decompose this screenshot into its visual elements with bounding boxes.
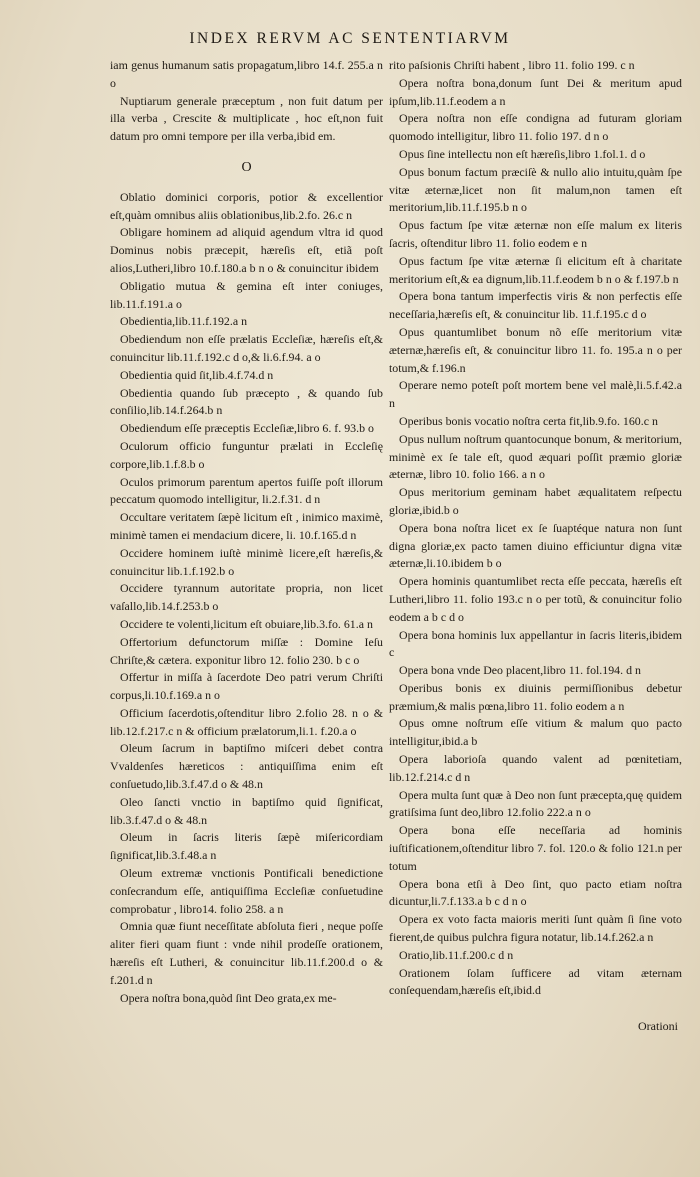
index-entry: Oleum ſacrum in baptiſmo miſceri debet contra Vvaldenſes hæreticos : antiquiſſima enim eſt conſuetudo,lib.3.f.47.d o & 48.n (110, 741, 383, 792)
index-entry: Obediendum eſſe præceptis Eccleſiæ,libro 6. f. 93.b o (120, 421, 374, 436)
index-entry: Operare nemo poteſt poſt mortem bene vel malè,li.5.f.42.a n (389, 378, 682, 411)
index-entry: Opera ex voto facta maioris meriti ſunt quàm ſi ſine voto fierent,de quibus pulchra figura notatur, lib.14.f.262.a n (389, 912, 682, 945)
catchword: Orationi (638, 1019, 678, 1033)
index-entry: Operibus bonis ex diuinis permiſſionibus debetur præmium,& malis pœna,libro 11. folio eodem a n (389, 680, 682, 713)
index-entry: Opus omne noſtrum eſſe vitium & malum quo pacto intelligitur,ibid.a b (389, 716, 682, 749)
index-entry: Oculorum officio funguntur prælati in Eccleſię corpore,lib.1.f.8.b o (110, 438, 383, 471)
index-entry: Oleum in ſacris literis ſæpè miſericordiam ſignificat,lib.3.f.48.a n (110, 830, 383, 863)
index-entry: Opus factum ſpe vitæ æternæ non eſſe malum ex literis ſacris, oſtenditur libro 11. folio eodem e n (389, 218, 682, 250)
index-entry: Opera multa ſunt quæ à Deo non ſunt præcepta,quę quidem gratiſsima ſunt deo,libro 12.folio 222.a n o (389, 787, 682, 820)
index-entry: Obligare hominem ad aliquid agendum vltra id quod Dominus nobis præcepit, hæreſis eſt, etiã poſt alios,Lutheri,libro 10.f.180.a b n o & conuincitur ibidem (110, 225, 383, 275)
index-entry: Offertur in miſſa à ſacerdote Deo patri verum Chriſti corpus,li.10.f.169.a n o (110, 670, 383, 703)
index-entry: Nuptiarum generale præceptum , non fuit datum per illa verba , Crescite & multiplicate , hoc eſt,non fuit datum pro omni tempore per illa verba,ibid em. (110, 93, 383, 144)
index-entry: Occidere te volenti,licitum eſt obuiare,lib.3.fo. 61.a n (120, 616, 373, 631)
index-entry: Opera bona hominis lux appellantur in ſacris literis,ibidem c (389, 627, 682, 660)
index-entry: Opera bona eſſe neceſſaria ad hominis iuſtificationem,oſtenditur libro 7. fol. 120.o & folio 121.n per totum (389, 823, 682, 873)
index-entry: Obedientia quid ſit,lib.4.f.74.d n (120, 367, 274, 382)
index-entry: Opus quantumlibet bonum nõ eſſe meritorium vitæ æternæ,hæreſis eſt, & conuincitur libro 11. fo. 195.a n o per totum,& f.196.n (389, 324, 682, 375)
index-entry: iam genus humanum satis propagatum,libro 14.f. 255.a n o (110, 58, 383, 90)
index-entry: Oleo ſancti vnctio in baptiſmo quid ſignificat, lib.3.f.47.d o & 48.n (110, 794, 383, 827)
section-letter-o: O (241, 159, 252, 175)
index-entry-continuation: rito paſsionis Chriſti habent , libro 11. folio 199. c n (389, 58, 635, 72)
index-entry: Opus factum ſpe vitæ æternæ ſi elicitum eſt à charitate meritorium eſt,& ea dignum,lib.11.f.eodem b n o & f.197.b n (389, 253, 682, 286)
index-entry: Occultare veritatem ſæpè licitum eſt , inimico maximè, minimè tamen ei mendacium dicere, li. 10.f.165.d n (110, 510, 383, 542)
index-entry: Oblatio dominici corporis, potior & excellentior eſt,quàm omnibus aliis oblationibus,lib.2.fo. 26.c n (110, 189, 383, 222)
right-column (389, 57, 682, 1000)
index-entry: Opera bona noſtra licet ex ſe ſuaptéque natura non ſunt digna gloriæ,ex pacto tamen diuino efficiuntur digna vitæ æternæ,li.10.ibidem b o (389, 520, 682, 571)
left-column (110, 57, 383, 1007)
index-entry: Oratio,lib.11.f.200.c d n (399, 947, 514, 962)
index-entry: Opus meritorium geminam habet æqualitatem reſpectu gloriæ,ibid.b o (389, 485, 682, 517)
index-entry: Opera hominis quantumlibet recta eſſe peccata, hæreſis eſt Lutheri,libro 11. folio 193.c n o per totũ, & conuincitur folio eodem a b c d o (389, 574, 682, 624)
index-entry: Oculos primorum parentum apertos fuiſſe poſt illorum peccatum quomodo intelligitur, li.2.f.31. d n (110, 474, 383, 507)
index-entry: Omnia quæ fiunt neceſſitate abſoluta fieri , neque poſſe aliter fieri quam fiunt : vnde nihil prodeſſe orationem, hæreſis eſt Lutheri, & conuincitur lib.11.f.200.d o & f.201.d n (110, 919, 383, 987)
index-entry: Opus bonum factum præciſè & nullo alio intuitu,quàm ſpe vitæ æternæ,licet non ſit malum,non tamen eſt meritorium,lib.11.f.195.b n o (389, 164, 682, 215)
index-entry: Occidere tyrannum autoritate propria, non licet vaſallo,lib.14.f.253.b o (110, 581, 383, 614)
index-entry: Opera bona vnde Deo placent,libro 11. fol.194. d n (399, 663, 641, 678)
index-entry: Opus nullum noſtrum quantocunque bonum, & meritorium, minimè ex ſe tale eſt, quod æquari poſſit præmio gloriæ æternæ, libro 10. folio 166. a n o (389, 431, 682, 482)
index-entry: Opera bona tantum imperfectis viris & non perfectis eſſe neceſſaria,hæreſis eſt, & conuincitur lib. 11.f.195.c d o (389, 289, 682, 322)
index-entry: Opus ſine intellectu non eſt hæreſis,libro 1.fol.1. d o (399, 146, 646, 161)
index-entry: Opera laborioſa quando valent ad pœnitetiam, lib.12.f.214.c d n (389, 752, 682, 784)
index-entry: Orationem ſolam ſufficere ad vitam æternam conſequendam,hæreſis eſt,ibid.d (389, 965, 682, 998)
index-entry: Opera noſtra bona,quòd ſint Deo grata,ex me- (120, 990, 337, 1005)
index-entry: Obedientia quando ſub præcepto , & quando ſub conſilio,lib.14.f.264.b n (110, 385, 383, 418)
index-entry: Officium ſacerdotis,oſtenditur libro 2.folio 28. n o & lib.12.f.217.c n & officium prælatorum,li.1. f.20.a o (110, 705, 383, 738)
index-entry: Offertorium defunctorum miſſæ : Domine Ieſu Chriſte,& cætera. exponitur libro 12. folio 230. b c o (110, 634, 383, 667)
index-entry: Obligatio mutua & gemina eſt inter coniuges, lib.11.f.191.a o (110, 278, 383, 311)
index-entry: Oleum extremæ vnctionis Pontificali benedictione conſecrandum eſſe, antiquiſſima Eccleſiæ conſuetudine comprobatur , libro14. folio 258. a n (110, 866, 383, 916)
index-entry: Opera noſtra non eſſe condigna ad futuram gloriam quomodo intelligitur, libro 11. folio 197. d n o (389, 111, 682, 144)
page-header: INDEX RERVM AC SENTENTIARVM (189, 30, 511, 47)
index-entry: Opera bona etſi à Deo ſint, quo pacto etiam noſtra dicuntur,li.7.f.133.a b c d n o (389, 876, 682, 909)
index-entry: Occidere hominem iuſtè minimè licere,eſt hæreſis,& conuincitur lib.1.f.192.b o (110, 545, 383, 578)
index-entry: Operibus bonis vocatio noſtra certa fit,lib.9.fo. 160.c n (399, 413, 658, 428)
index-entry: Obediendum non eſſe prælatis Eccleſiæ, hæreſis eſt,& conuincitur lib.11.f.192.c d o,& li.6.f.94. a o (110, 332, 383, 364)
index-entry: Obedientia,lib.11.f.192.a n (120, 314, 248, 329)
index-entry: Opera noſtra bona,donum ſunt Dei & meritum apud ipſum,lib.11.f.eodem a n (389, 75, 682, 108)
